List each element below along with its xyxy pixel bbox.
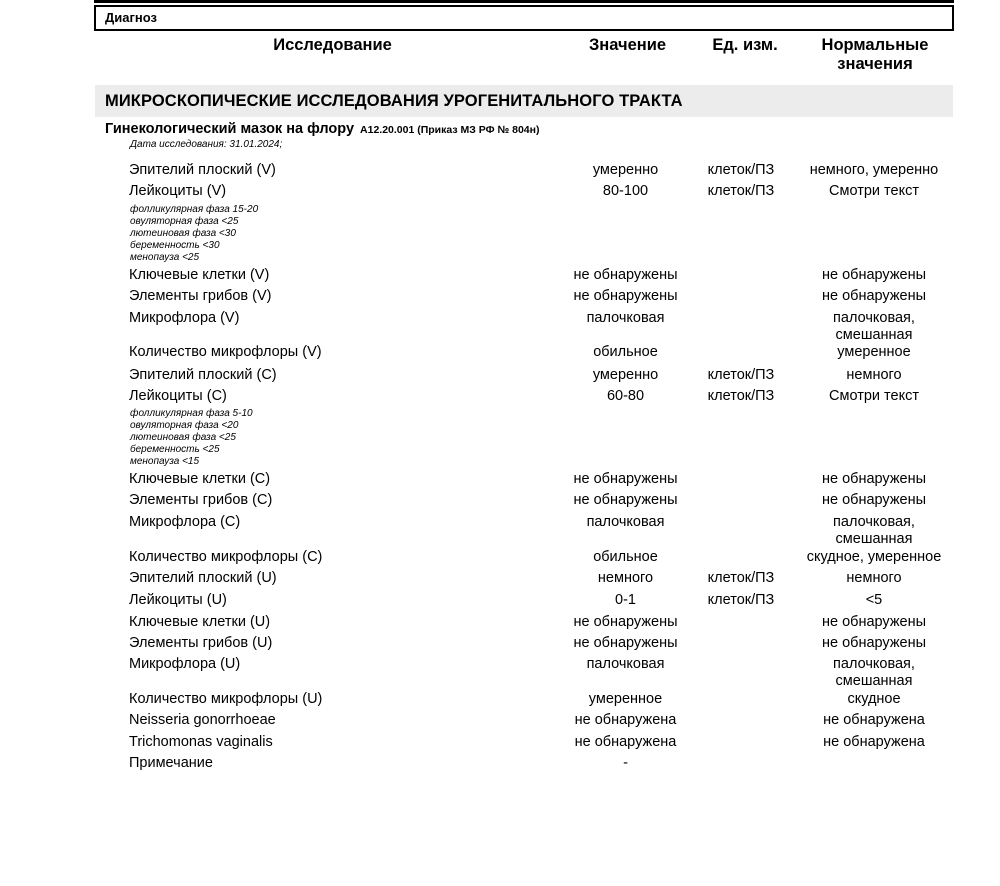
row-unit: клеток/ПЗ [707,570,775,586]
column-header-unit: Ед. изм. [712,36,778,54]
row-value: 60-80 [606,388,645,404]
table-row [0,471,1000,491]
section-header [95,85,953,117]
row-name: Neisseria gonorrhoeae [129,712,276,728]
table-row [0,514,1000,547]
row-value: умеренное [588,691,663,707]
table-row [0,592,1000,612]
reference-note: овуляторная фаза <25 [130,216,239,227]
row-value: 80-100 [602,183,649,199]
test-code: A12.20.001 (Приказ МЗ РФ № 804н) [360,124,540,136]
row-name: Элементы грибов (U) [129,635,273,651]
row-unit: клеток/ПЗ [707,388,775,404]
row-name: Элементы грибов (C) [129,492,273,508]
row-norm: палочковая, смешанная [833,656,915,689]
diagnosis-label: Диагноз [105,10,157,25]
table-row [0,492,1000,512]
row-value: обильное [593,549,658,565]
row-norm: не обнаружены [821,492,927,508]
row-value: - [623,755,628,771]
row-name: Количество микрофлоры (U) [129,691,323,707]
column-header-value: Значение [588,36,667,54]
row-norm: немного [846,367,902,383]
column-header-study: Исследование [273,36,392,54]
table-row [0,162,1000,182]
row-name: Примечание [129,755,213,771]
row-norm: немного [846,570,902,586]
table-row [0,367,1000,387]
reference-note: менопауза <15 [130,456,200,467]
row-value: не обнаружены [573,614,678,630]
top-rule [94,0,954,3]
table-row [0,635,1000,655]
table-row [0,183,1000,203]
row-value: умеренно [592,162,659,178]
row-unit: клеток/ПЗ [707,592,775,608]
row-name: Ключевые клетки (C) [129,471,271,487]
row-name: Эпителий плоский (U) [129,570,277,586]
row-value: не обнаружена [574,712,677,728]
row-name: Ключевые клетки (U) [129,614,271,630]
row-value: палочковая [586,514,665,530]
reference-note: лютеиновая фаза <30 [130,228,236,239]
row-name: Лейкоциты (V) [129,183,227,199]
section-title: МИКРОСКОПИЧЕСКИЕ ИССЛЕДОВАНИЯ УРОГЕНИТАЛЬНОГО ТРАКТА [105,92,683,110]
table-row [0,344,1000,364]
reference-note: беременность <30 [130,240,220,251]
row-norm: скудное, умеренное [806,549,942,565]
row-norm: не обнаружены [821,267,927,283]
table-row [0,570,1000,590]
test-date: Дата исследования: 31.01.2024; [130,139,283,150]
row-value: палочковая [586,656,665,672]
row-norm: умеренное [837,344,911,360]
row-name: Микрофлора (U) [129,656,241,672]
row-value: не обнаружены [573,635,678,651]
row-norm: Смотри текст [829,388,919,404]
row-value: умеренно [592,367,659,383]
row-norm: палочковая, смешанная [833,514,915,547]
row-name: Элементы грибов (V) [129,288,272,304]
row-value: обильное [593,344,658,360]
row-name: Количество микрофлоры (V) [129,344,322,360]
row-name: Количество микрофлоры (C) [129,549,323,565]
table-row [0,755,1000,775]
row-name: Микрофлора (V) [129,310,240,326]
row-norm: не обнаружена [823,712,925,728]
reference-note: фолликулярная фаза 5-10 [130,408,253,419]
row-norm: не обнаружены [821,614,927,630]
row-name: Лейкоциты (C) [129,388,227,404]
table-row [0,691,1000,711]
table-row [0,712,1000,732]
row-norm: палочковая, смешанная [833,310,915,343]
row-name: Trichomonas vaginalis [129,734,273,750]
row-value: не обнаружены [573,267,678,283]
row-norm: Смотри текст [829,183,919,199]
row-value: не обнаружены [573,471,678,487]
row-unit: клеток/ПЗ [707,162,775,178]
table-row [0,388,1000,408]
table-row [0,734,1000,754]
reference-note: овуляторная фаза <20 [130,420,239,431]
row-name: Ключевые клетки (V) [129,267,270,283]
table-row [0,267,1000,287]
row-norm: не обнаружены [821,288,927,304]
row-name: Микрофлора (C) [129,514,241,530]
diagnosis-box [94,5,954,31]
test-title [105,120,539,138]
row-name: Эпителий плоский (V) [129,162,276,178]
row-value: палочковая [586,310,665,326]
reference-note: лютеиновая фаза <25 [130,432,236,443]
table-row [0,614,1000,634]
row-norm: не обнаружены [821,471,927,487]
row-norm: не обнаружена [823,734,925,750]
table-row [0,310,1000,343]
reference-note: менопауза <25 [130,252,200,263]
row-norm: <5 [865,592,883,608]
row-value: не обнаружены [573,492,678,508]
row-value: немного [597,570,654,586]
table-row [0,288,1000,308]
reference-note: фолликулярная фаза 15-20 [130,204,259,215]
table-row [0,656,1000,689]
row-name: Эпителий плоский (C) [129,367,277,383]
row-unit: клеток/ПЗ [707,183,775,199]
row-norm: немного, умеренно [809,162,939,178]
row-value: не обнаружены [573,288,678,304]
row-value: не обнаружена [574,734,677,750]
test-name: Гинекологический мазок на флору [105,121,355,137]
column-header-norm: Нормальные значения [821,36,929,73]
row-unit: клеток/ПЗ [707,367,775,383]
row-name: Лейкоциты (U) [129,592,227,608]
row-value: 0-1 [615,592,636,608]
table-row [0,549,1000,569]
row-norm: не обнаружены [821,635,927,651]
reference-note: беременность <25 [130,444,220,455]
row-norm: скудное [847,691,901,707]
